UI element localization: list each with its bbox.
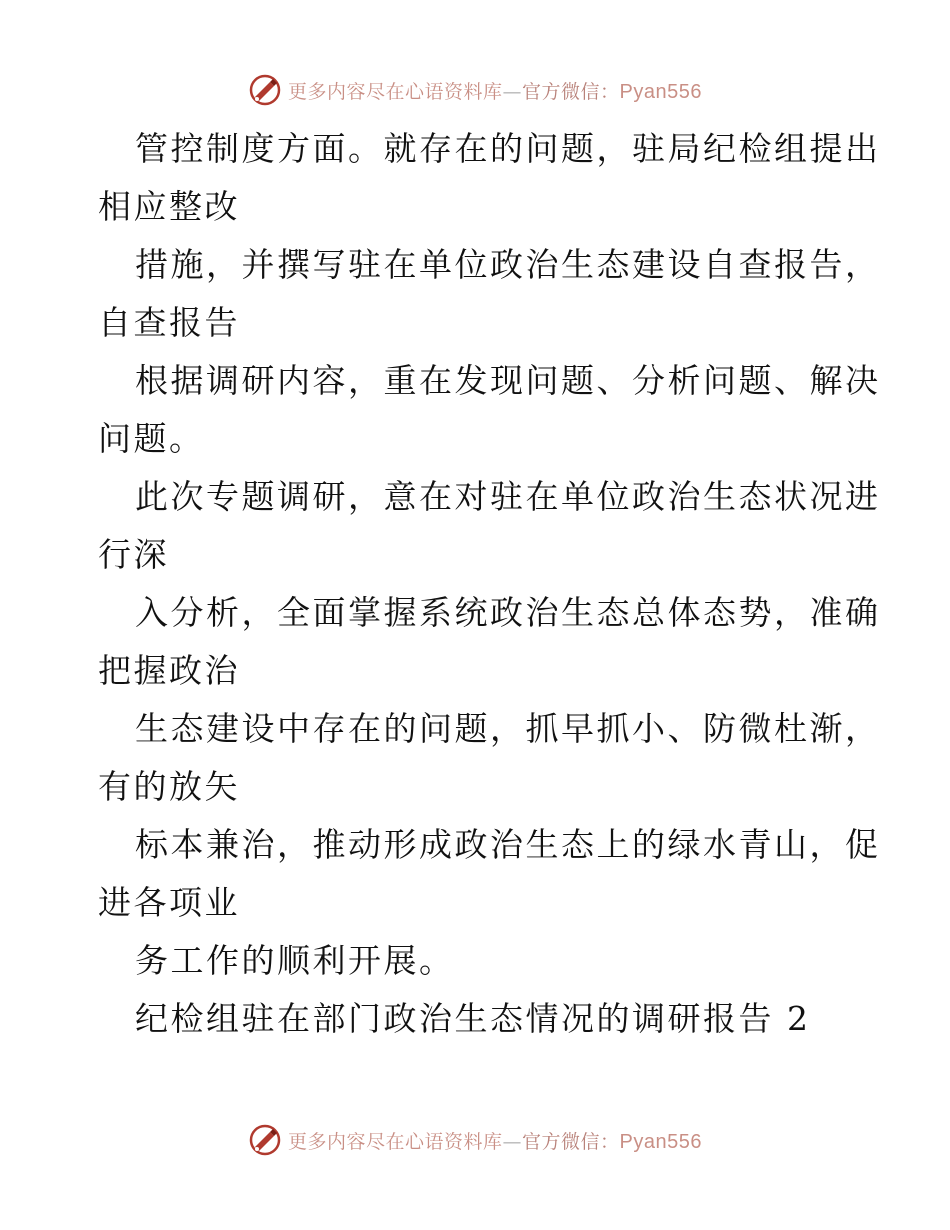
footer-banner-text: [288, 1127, 702, 1154]
header-banner: [0, 70, 950, 110]
header-wechat-label: 官方微信：: [522, 80, 620, 103]
body-line: 标本兼治，推动形成政治生态上的绿水青山，促: [135, 825, 881, 864]
body-line: 自查报告: [98, 303, 240, 342]
header-banner-text: [288, 77, 702, 104]
header-banner-separator: —: [502, 80, 523, 103]
body-line: 有的放矢: [98, 767, 240, 806]
body-line: 进各项业: [98, 883, 240, 922]
body-line: 入分析，全面掌握系统政治生态总体态势，准确: [135, 593, 881, 632]
header-wechat-id: Pyan556: [619, 80, 702, 103]
body-line: 措施，并撰写驻在单位政治生态建设自查报告，: [135, 245, 881, 284]
footer-wechat-id: Pyan556: [619, 1130, 702, 1153]
body-line: 问题。: [98, 419, 205, 458]
body-line: 生态建设中存在的问题，抓早抓小、防微杜渐，: [135, 709, 881, 748]
footer-wechat-label: 官方微信：: [522, 1130, 620, 1153]
footer-banner: [0, 1120, 950, 1160]
body-line: 管控制度方面。就存在的问题，驻局纪检组提出: [135, 129, 881, 168]
document-body: [98, 120, 881, 1048]
body-line: 行深: [98, 535, 169, 574]
body-line: 相应整改: [98, 187, 240, 226]
body-line: 根据调研内容，重在发现问题、分析问题、解决: [135, 361, 881, 400]
body-line: 此次专题调研，意在对驻在单位政治生态状况进: [135, 477, 881, 516]
footer-banner-separator: —: [502, 1130, 523, 1153]
pen-logo-icon: [248, 1123, 282, 1157]
body-line: 纪检组驻在部门政治生态情况的调研报告 2: [135, 999, 811, 1038]
body-line: 把握政治: [98, 651, 240, 690]
pen-logo-icon: [248, 73, 282, 107]
body-line: 务工作的顺利开展。: [135, 941, 455, 980]
header-banner-main: 更多内容尽在心语资料库: [288, 80, 503, 103]
footer-banner-main: 更多内容尽在心语资料库: [288, 1130, 503, 1153]
